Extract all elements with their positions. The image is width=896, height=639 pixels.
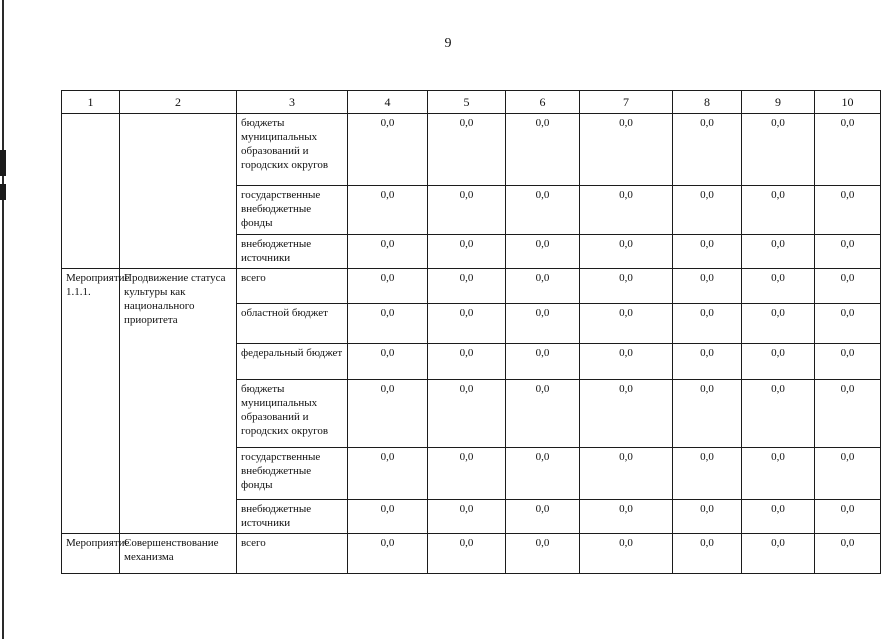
column-header: 1 xyxy=(62,91,120,114)
value-cell: 0,0 xyxy=(580,269,673,304)
value-cell: 0,0 xyxy=(673,304,742,344)
value-cell: 0,0 xyxy=(580,534,673,574)
value-cell: 0,0 xyxy=(580,114,673,186)
value-cell: 0,0 xyxy=(506,500,580,534)
value-cell: 0,0 xyxy=(580,235,673,269)
column-header: 2 xyxy=(120,91,237,114)
value-cell: 0,0 xyxy=(815,235,881,269)
value-cell: 0,0 xyxy=(815,344,881,380)
value-cell: 0,0 xyxy=(815,114,881,186)
activity-name-cell xyxy=(120,114,237,269)
value-cell: 0,0 xyxy=(673,269,742,304)
value-cell: 0,0 xyxy=(742,269,815,304)
scan-mark xyxy=(0,184,6,200)
header-row xyxy=(62,91,881,114)
funding-source-cell: государственные внебюджетные фонды xyxy=(237,448,348,500)
value-cell: 0,0 xyxy=(428,114,506,186)
value-cell: 0,0 xyxy=(348,380,428,448)
funding-source-cell: федеральный бюджет xyxy=(237,344,348,380)
funding-source-cell: бюджеты муниципальных образований и городских округов xyxy=(237,380,348,448)
value-cell: 0,0 xyxy=(742,114,815,186)
table-row xyxy=(62,269,881,304)
value-cell: 0,0 xyxy=(348,344,428,380)
value-cell: 0,0 xyxy=(506,380,580,448)
value-cell: 0,0 xyxy=(506,304,580,344)
funding-source-cell: внебюджетные источники xyxy=(237,500,348,534)
value-cell: 0,0 xyxy=(428,344,506,380)
value-cell: 0,0 xyxy=(673,534,742,574)
value-cell: 0,0 xyxy=(348,534,428,574)
value-cell: 0,0 xyxy=(742,534,815,574)
scan-mark xyxy=(0,150,6,176)
funding-source-cell: бюджеты муниципальных образований и городских округов xyxy=(237,114,348,186)
value-cell: 0,0 xyxy=(815,500,881,534)
value-cell: 0,0 xyxy=(580,344,673,380)
value-cell: 0,0 xyxy=(580,448,673,500)
value-cell: 0,0 xyxy=(673,500,742,534)
value-cell: 0,0 xyxy=(506,235,580,269)
column-header: 7 xyxy=(580,91,673,114)
page-number: 9 xyxy=(444,36,452,51)
funding-source-cell: всего xyxy=(237,269,348,304)
value-cell: 0,0 xyxy=(673,235,742,269)
value-cell: 0,0 xyxy=(348,500,428,534)
value-cell: 0,0 xyxy=(742,448,815,500)
value-cell: 0,0 xyxy=(348,304,428,344)
activity-name-cell: Совершенствование механизма xyxy=(120,534,237,574)
value-cell: 0,0 xyxy=(428,534,506,574)
value-cell: 0,0 xyxy=(673,114,742,186)
value-cell: 0,0 xyxy=(348,186,428,235)
column-header: 3 xyxy=(237,91,348,114)
activity-cell: Мероприятие 1.1.1. xyxy=(62,269,120,534)
value-cell: 0,0 xyxy=(580,186,673,235)
value-cell: 0,0 xyxy=(348,269,428,304)
value-cell: 0,0 xyxy=(580,380,673,448)
column-header: 5 xyxy=(428,91,506,114)
value-cell: 0,0 xyxy=(428,500,506,534)
value-cell: 0,0 xyxy=(428,448,506,500)
value-cell: 0,0 xyxy=(673,448,742,500)
column-header: 10 xyxy=(815,91,881,114)
value-cell: 0,0 xyxy=(815,186,881,235)
value-cell: 0,0 xyxy=(580,500,673,534)
value-cell: 0,0 xyxy=(742,500,815,534)
funding-source-cell: внебюджетные источники xyxy=(237,235,348,269)
value-cell: 0,0 xyxy=(506,269,580,304)
column-header: 9 xyxy=(742,91,815,114)
value-cell: 0,0 xyxy=(673,344,742,380)
value-cell: 0,0 xyxy=(428,380,506,448)
value-cell: 0,0 xyxy=(742,235,815,269)
value-cell: 0,0 xyxy=(742,304,815,344)
value-cell: 0,0 xyxy=(506,114,580,186)
value-cell: 0,0 xyxy=(348,235,428,269)
funding-source-cell: государственные внебюджетные фонды xyxy=(237,186,348,235)
column-header: 8 xyxy=(673,91,742,114)
value-cell: 0,0 xyxy=(815,380,881,448)
value-cell: 0,0 xyxy=(815,448,881,500)
column-header: 4 xyxy=(348,91,428,114)
value-cell: 0,0 xyxy=(742,344,815,380)
value-cell: 0,0 xyxy=(428,186,506,235)
value-cell: 0,0 xyxy=(348,114,428,186)
value-cell: 0,0 xyxy=(742,186,815,235)
value-cell: 0,0 xyxy=(815,269,881,304)
value-cell: 0,0 xyxy=(428,304,506,344)
value-cell: 0,0 xyxy=(506,344,580,380)
activity-cell xyxy=(62,114,120,269)
value-cell: 0,0 xyxy=(815,534,881,574)
value-cell: 0,0 xyxy=(742,380,815,448)
table-row xyxy=(62,534,881,574)
value-cell: 0,0 xyxy=(506,186,580,235)
value-cell: 0,0 xyxy=(673,186,742,235)
value-cell: 0,0 xyxy=(428,235,506,269)
funding-source-cell: всего xyxy=(237,534,348,574)
value-cell: 0,0 xyxy=(673,380,742,448)
table-row xyxy=(62,114,881,186)
value-cell: 0,0 xyxy=(815,304,881,344)
value-cell: 0,0 xyxy=(506,448,580,500)
scan-edge-line xyxy=(2,0,4,639)
value-cell: 0,0 xyxy=(348,448,428,500)
value-cell: 0,0 xyxy=(580,304,673,344)
budget-table xyxy=(61,90,881,574)
activity-cell: Мероприятие xyxy=(62,534,120,574)
value-cell: 0,0 xyxy=(428,269,506,304)
funding-source-cell: областной бюджет xyxy=(237,304,348,344)
value-cell: 0,0 xyxy=(506,534,580,574)
column-header: 6 xyxy=(506,91,580,114)
activity-name-cell: Продвижение статуса культуры как национального приоритета xyxy=(120,269,237,534)
